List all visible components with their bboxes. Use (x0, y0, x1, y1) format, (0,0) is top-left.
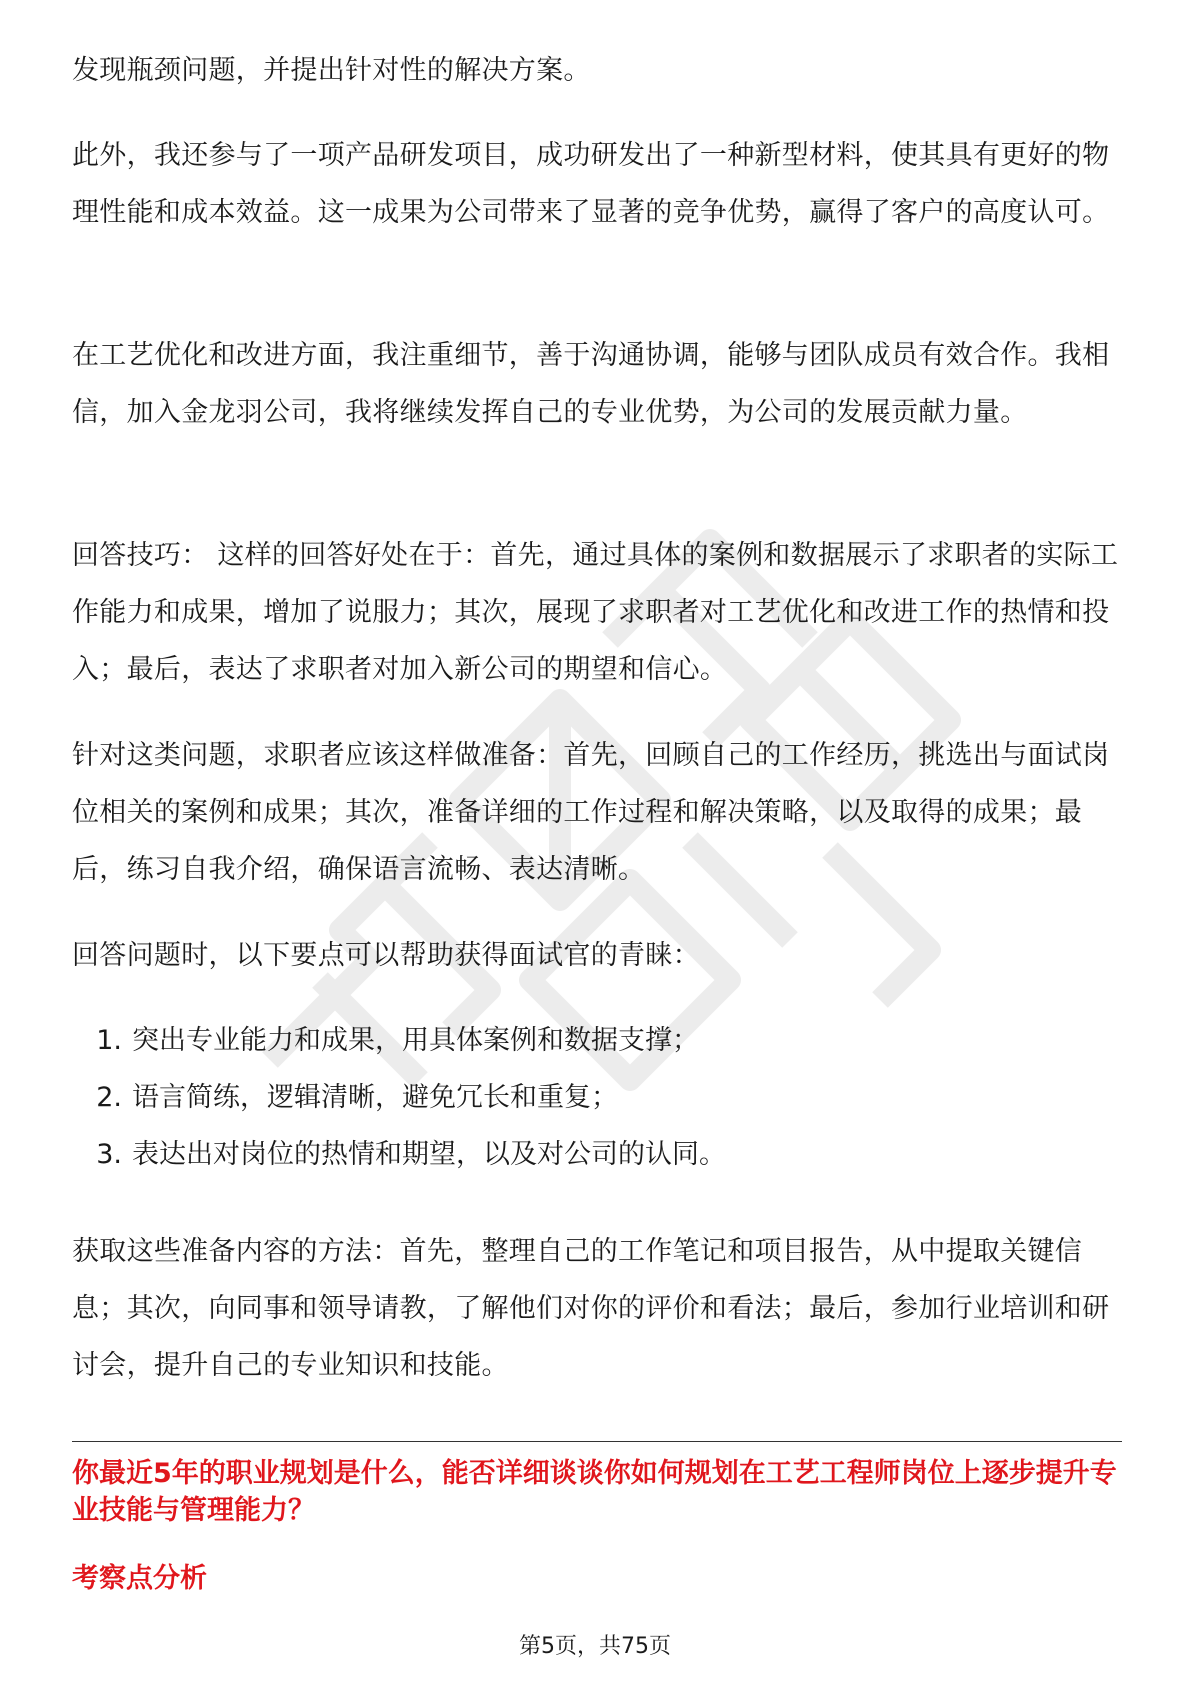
paragraph-product-rd: 此外，我还参与了一项产品研发项目，成功研发出了一种新型材料，使其具有更好的物理性能和成本效益。这一成果为公司带来了显著的竞争优势，赢得了客户的高度认可。 (72, 140, 1110, 228)
page-number: 第5页，共75页 (519, 1634, 671, 1659)
key-points-list (72, 1012, 726, 1183)
paragraph-key-points-intro: 回答问题时，以下要点可以帮助获得面试官的青睐： (72, 940, 700, 971)
paragraph-preparation: 针对这类问题，求职者应该这样做准备：首先，回顾自己的工作经历，挑选出与面试岗位相关的案例和成果；其次，准备详细的工作过程和解决策略，以及取得的成果；最后，练习自我介绍，确保语言流畅、表达清晰。 (72, 740, 1110, 885)
list-item (72, 1126, 726, 1183)
paragraph-process-optimization: 在工艺优化和改进方面，我注重细节，善于沟通协调，能够与团队成员有效合作。我相信，加入金龙羽公司，我将继续发挥自己的专业优势，为公司的发展贡献力量。 (72, 340, 1110, 428)
list-item-number: 2. (96, 1082, 122, 1113)
paragraph-answer-tips: 回答技巧： 这样的回答好处在于：首先，通过具体的案例和数据展示了求职者的实际工作能力和成果，增加了说服力；其次，展现了求职者对工艺优化和改进工作的热情和投入；最后，表达了求职者对加入新公司的期望和信心。 (72, 540, 1119, 685)
list-item (72, 1012, 726, 1069)
list-item-text: 语言简练，逻辑清晰，避免冗长和重复； (132, 1082, 618, 1113)
paragraph-intro-end: 发现瓶颈问题，并提出针对性的解决方案。 (72, 55, 591, 86)
list-item-text: 表达出对岗位的热情和期望，以及对公司的认同。 (132, 1139, 726, 1170)
paragraph-methods: 获取这些准备内容的方法：首先，整理自己的工作笔记和项目报告，从中提取关键信息；其次，向同事和领导请教，了解他们对你的评价和看法；最后，参加行业培训和研讨会，提升自己的专业知识和技能。 (72, 1236, 1110, 1381)
list-item-number: 1. (96, 1025, 122, 1056)
analysis-subheading: 考察点分析 (72, 1563, 207, 1594)
list-item (72, 1069, 726, 1126)
list-item-number: 3. (96, 1139, 122, 1170)
section-divider (72, 1441, 1122, 1442)
question-heading: 你最近5年的职业规划是什么，能否详细谈谈你如何规划在工艺工程师岗位上逐步提升专业技能与管理能力？ (72, 1458, 1117, 1526)
list-item-text: 突出专业能力和成果，用具体案例和数据支撑； (132, 1025, 699, 1056)
